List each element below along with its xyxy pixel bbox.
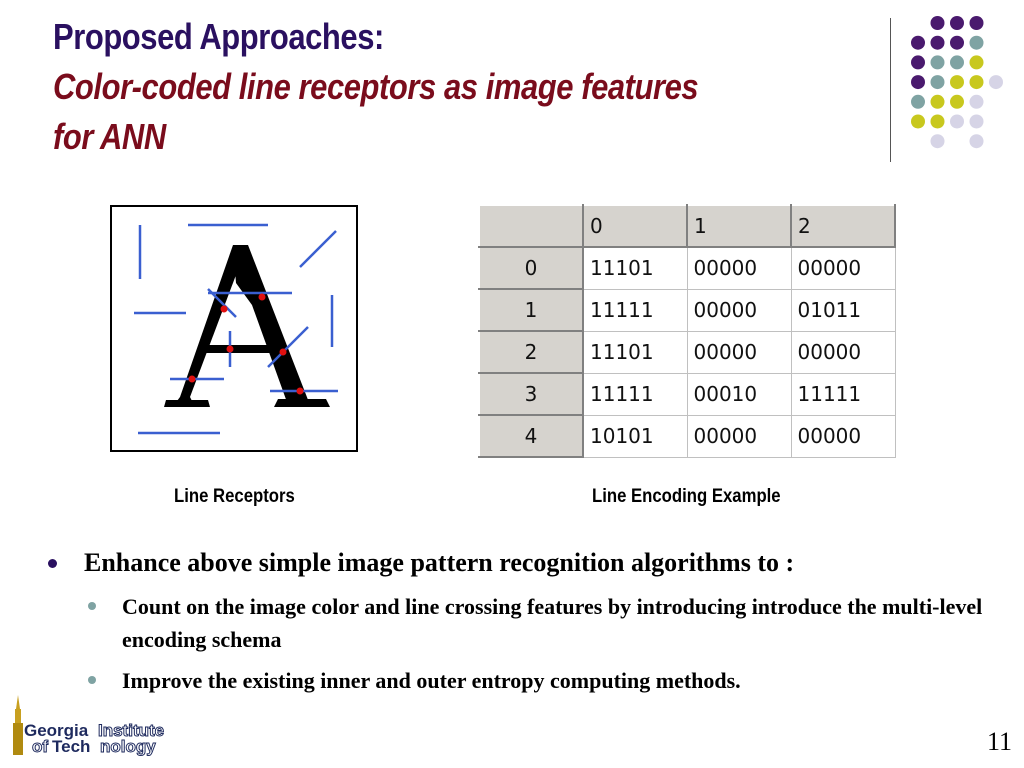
table-cell: 11111 (791, 373, 895, 415)
decorative-dot (950, 95, 964, 109)
decorative-dot (970, 134, 984, 148)
table-cell: 11111 (583, 289, 687, 331)
decorative-dot (911, 95, 925, 109)
decorative-dot (911, 55, 925, 69)
decorative-dot (931, 134, 945, 148)
title-line-3: for ANN (53, 116, 166, 157)
letter-a-glyph: A (112, 207, 113, 208)
decorative-dot (911, 36, 925, 50)
title-line-2: Color-coded line receptors as image features (53, 66, 699, 107)
decorative-dot (931, 16, 945, 30)
decorative-dots-icon (906, 14, 1016, 164)
decorative-dot (970, 55, 984, 69)
line-encoding-caption: Line Encoding Example (592, 486, 781, 507)
decorative-dot (989, 75, 1003, 89)
table-corner-cell (479, 205, 583, 247)
table-row (479, 331, 895, 373)
table-cell: 00010 (687, 373, 791, 415)
sub-bullet-text: Count on the image color and line crossing features by introducing introduce the multi-level encoding schema (122, 594, 983, 652)
row-header: 1 (479, 289, 583, 331)
logo-tech: Tech (52, 737, 91, 756)
table-cell: 11111 (583, 373, 687, 415)
decorative-dot (931, 36, 945, 50)
decorative-dot (970, 36, 984, 50)
row-header: 0 (479, 247, 583, 289)
decorative-dot (931, 55, 945, 69)
table-header-row (479, 205, 895, 247)
bullet-dot-icon (88, 676, 96, 684)
decorative-dot (950, 55, 964, 69)
table-row (479, 247, 895, 289)
decorative-dot (970, 75, 984, 89)
table-cell: 00000 (687, 289, 791, 331)
table-cell: 00000 (687, 331, 791, 373)
logo-nology: nology (100, 737, 156, 756)
letter-a-receptors-image (112, 207, 356, 450)
table-row (479, 415, 895, 457)
column-header: 1 (687, 205, 791, 247)
decorative-dot (931, 115, 945, 129)
line-receptors-figure (110, 205, 358, 452)
table-row (479, 289, 895, 331)
row-header: 2 (479, 331, 583, 373)
bullet-dot-icon (88, 602, 96, 610)
decorative-dot (911, 115, 925, 129)
decorative-dot (950, 16, 964, 30)
logo-georgia: Georgia (24, 721, 89, 740)
table-cell: 11101 (583, 247, 687, 289)
decorative-dot (911, 75, 925, 89)
bullet-main (48, 546, 988, 580)
table-cell: 01011 (791, 289, 895, 331)
table-cell: 11101 (583, 331, 687, 373)
decorative-dot (970, 115, 984, 129)
table-cell: 00000 (687, 415, 791, 457)
row-header: 4 (479, 415, 583, 457)
line-encoding-table (478, 204, 896, 458)
georgia-tech-logo (10, 695, 200, 757)
title-line-1: Proposed Approaches: (53, 16, 384, 57)
row-header: 3 (479, 373, 583, 415)
bullet-dot-icon (48, 559, 57, 568)
sub-bullet (48, 590, 988, 656)
decorative-dot (970, 16, 984, 30)
decorative-dot (931, 75, 945, 89)
table-cell: 00000 (687, 247, 791, 289)
bullet-list (48, 546, 988, 697)
decorative-dot (950, 115, 964, 129)
title-divider (890, 18, 891, 162)
table-cell: 10101 (583, 415, 687, 457)
column-header: 2 (791, 205, 895, 247)
decorative-dot (931, 95, 945, 109)
decorative-dot (950, 75, 964, 89)
table-cell: 00000 (791, 247, 895, 289)
sub-bullet-text: Improve the existing inner and outer entropy computing methods. (122, 668, 741, 693)
table-cell: 00000 (791, 415, 895, 457)
decorative-dot (950, 36, 964, 50)
sub-bullet (48, 664, 988, 697)
logo-of: of (32, 737, 49, 756)
slide-title (53, 12, 873, 162)
decorative-dot (970, 95, 984, 109)
bullet-main-text: Enhance above simple image pattern recognition algorithms to : (84, 548, 795, 577)
table-row (479, 373, 895, 415)
table-cell: 00000 (791, 331, 895, 373)
page-number: 11 (986, 727, 1012, 756)
column-header: 0 (583, 205, 687, 247)
logo-institute: Institute (98, 721, 165, 740)
line-receptors-caption: Line Receptors (174, 486, 295, 507)
